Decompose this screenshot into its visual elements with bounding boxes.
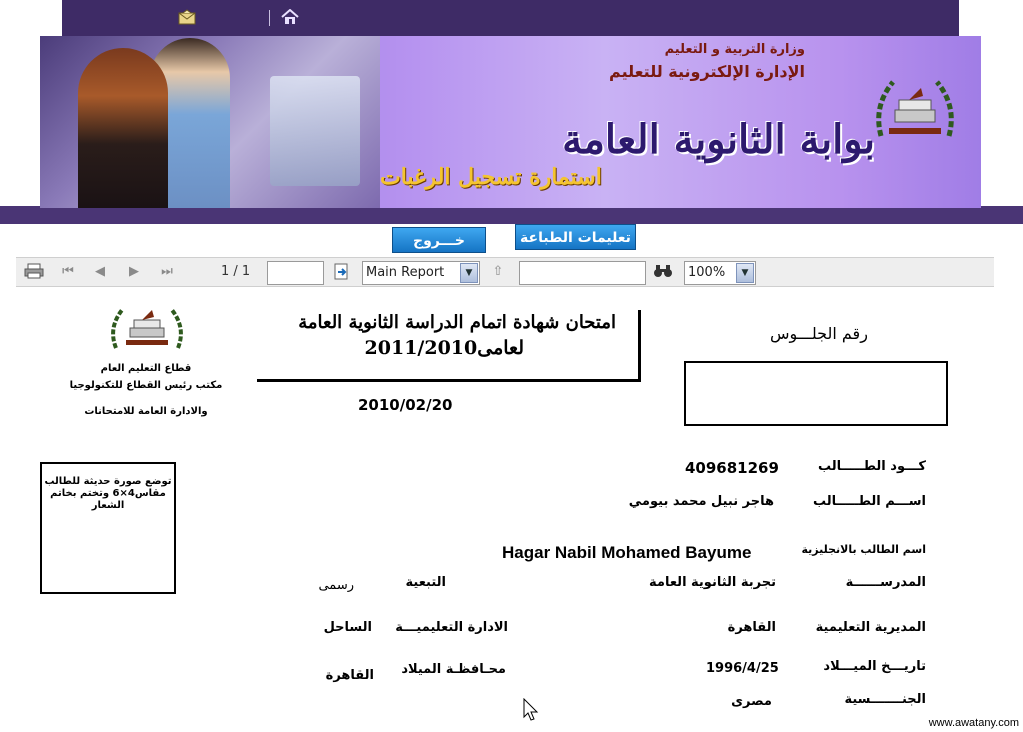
- directorate-value: القاهرة: [727, 620, 776, 635]
- birth-governorate-label: محـافظـة الميلاد: [401, 662, 506, 677]
- banner-left-margin: [0, 36, 40, 224]
- report-date: 2010/02/20: [358, 396, 453, 414]
- mail-icon[interactable]: [178, 9, 196, 25]
- photo-placeholder-box: توضع صورة حديثة للطالب مقاس4×6 وتختم بخاتم الشعار: [40, 462, 176, 594]
- page-indicator: 1 / 1: [221, 264, 251, 279]
- search-input[interactable]: [519, 261, 646, 285]
- english-name-label: اسم الطالب بالانجليزية: [801, 543, 926, 556]
- nationality-value: مصرى: [731, 694, 772, 709]
- print-instructions-button[interactable]: تعليمات الطباعة: [515, 224, 636, 250]
- home-icon[interactable]: [280, 9, 298, 25]
- ministry-logo-icon: [106, 304, 188, 354]
- go-to-page-input[interactable]: [267, 261, 324, 285]
- next-page-icon[interactable]: ▶: [129, 264, 139, 279]
- report-page: [16, 288, 994, 732]
- divider: [269, 10, 270, 26]
- administration-label: الادارة التعليميـــة: [395, 620, 508, 635]
- zoom-selector[interactable]: [684, 261, 756, 285]
- sector-line-3: والادارة العامة للامتحانات: [84, 406, 208, 417]
- report-selector-value: Main Report: [366, 265, 445, 280]
- school-value: تجربة الثانوية العامة: [649, 575, 776, 590]
- students-photo: [40, 36, 380, 208]
- directorate-label: المديرية التعليمية: [815, 620, 926, 635]
- ministry-logo-icon: [867, 66, 963, 162]
- computer-monitor-illustration: [270, 76, 360, 186]
- nationality-label: الجنـــــــسية: [844, 692, 926, 707]
- mouse-cursor-icon: [523, 698, 539, 722]
- exam-title-line-2: لعامى2011/2010: [364, 337, 524, 359]
- english-name-value: Hagar Nabil Mohamed Bayume: [502, 543, 752, 562]
- last-page-icon[interactable]: ⏭: [161, 264, 173, 279]
- top-navigation-strip: [62, 0, 959, 36]
- exit-button[interactable]: خـــروج: [392, 227, 486, 253]
- portal-title: بوابة الثانوية العامة: [562, 116, 875, 163]
- print-icon[interactable]: [24, 263, 44, 281]
- exam-title-line-1: امتحان شهادة اتمام الدراسة الثانوية العامة: [298, 312, 616, 333]
- portal-banner: [40, 36, 981, 208]
- seat-number-label: رقم الجلـــوس: [770, 324, 868, 343]
- chevron-down-icon[interactable]: ▼: [460, 263, 478, 283]
- form-title: استمارة تسجيل الرغبات: [380, 164, 602, 190]
- seat-number-box: [684, 361, 948, 426]
- student-name-value: هاجر نبيل محمد بيومي: [628, 494, 774, 509]
- student-code-value: 409681269: [685, 459, 779, 477]
- sector-line-1: قطاع التعليم العام: [100, 363, 192, 374]
- site-watermark: www.awatany.com: [928, 717, 1019, 729]
- affiliation-value: رسمى: [318, 578, 354, 593]
- department-name: الإدارة الإلكترونية للتعليم: [609, 62, 805, 81]
- banner-bottom-band: [0, 206, 1023, 224]
- first-page-icon[interactable]: ⏮: [62, 264, 74, 279]
- previous-page-icon[interactable]: ◀: [95, 264, 105, 279]
- go-to-page-icon[interactable]: [332, 263, 352, 281]
- report-viewer-toolbar: [16, 257, 994, 287]
- sector-line-2: مكتب رئيس القطاع للتكنولوجيا: [69, 380, 223, 391]
- report-selector[interactable]: [362, 261, 480, 285]
- ministry-name: وزارة التربية و التعليم: [664, 42, 805, 57]
- birth-governorate-value: القاهرة: [325, 668, 374, 683]
- student-name-label: اســـم الطـــــالب: [812, 494, 926, 509]
- administration-value: الساحل: [323, 620, 372, 635]
- student-girl-illustration: [78, 48, 168, 208]
- birth-date-label: تاريـــخ الميـــلاد: [823, 659, 926, 674]
- affiliation-label: التبعية: [405, 575, 446, 590]
- student-code-label: كـــود الطـــــالب: [818, 459, 926, 474]
- school-label: المدرســــــة: [845, 575, 926, 590]
- birth-date-value: 1996/4/25: [706, 661, 779, 676]
- zoom-selector-value: 100%: [688, 265, 726, 280]
- find-binoculars-icon[interactable]: [653, 263, 673, 281]
- chevron-down-icon[interactable]: ▼: [736, 263, 754, 283]
- up-arrow-icon[interactable]: ⇧: [492, 264, 504, 279]
